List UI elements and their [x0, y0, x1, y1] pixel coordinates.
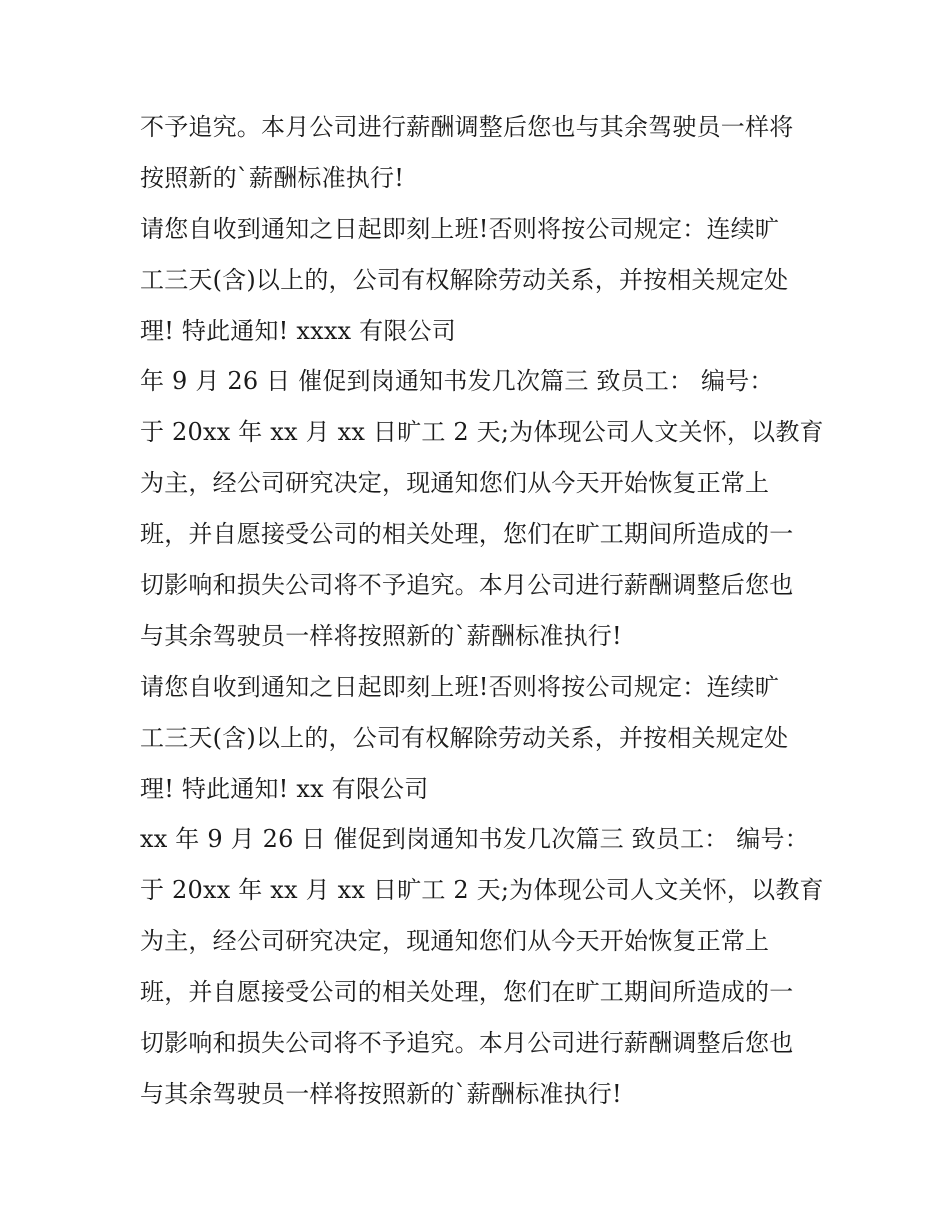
text-line: xx 年 9 月 26 日 催促到岗通知书发几次篇三 致员工： 编号：: [140, 825, 809, 854]
text-line: 切影响和损失公司将不予追究。本月公司进行薪酬调整后您也: [140, 1029, 794, 1058]
text-line: 不予追究。本月公司进行薪酬调整后您也与其余驾驶员一样将: [140, 113, 794, 141]
text-line: 工三天(含)以上的，公司有权解除劳动关系，并按相关规定处: [140, 265, 789, 294]
text-line: 与其余驾驶员一样将按照新的`薪酬标准执行!: [140, 1079, 622, 1108]
text-line: 为主，经公司研究决定，现通知您们从今天开始恢复正常上: [140, 469, 770, 498]
text-line: 班，并自愿接受公司的相关处理，您们在旷工期间所造成的一: [140, 520, 794, 549]
text-line: 请您自收到通知之日起即刻上班!否则将按公司规定：连续旷: [140, 672, 780, 701]
text-line: 理! 特此通知! xx 有限公司: [140, 774, 429, 803]
text-line: 与其余驾驶员一样将按照新的`薪酬标准执行!: [140, 621, 622, 650]
text-line: 年 9 月 26 日 催促到岗通知书发几次篇三 致员工： 编号：: [140, 367, 774, 396]
text-line: 于 20xx 年 xx 月 xx 日旷工 2 天;为体现公司人文关怀，以教育: [140, 418, 824, 447]
text-line: 切影响和损失公司将不予追究。本月公司进行薪酬调整后您也: [140, 571, 794, 600]
text-line: 班，并自愿接受公司的相关处理，您们在旷工期间所造成的一: [140, 978, 794, 1007]
document-body: [140, 102, 824, 1120]
text-line: 于 20xx 年 xx 月 xx 日旷工 2 天;为体现公司人文关怀，以教育: [140, 876, 824, 905]
text-line: 按照新的`薪酬标准执行!: [140, 163, 405, 192]
text-line: 为主，经公司研究决定，现通知您们从今天开始恢复正常上: [140, 927, 770, 956]
text-line: 请您自收到通知之日起即刻上班!否则将按公司规定：连续旷: [140, 214, 780, 243]
text-line: 工三天(含)以上的，公司有权解除劳动关系，并按相关规定处: [140, 723, 789, 752]
text-line: 理! 特此通知! xxxx 有限公司: [140, 316, 456, 345]
